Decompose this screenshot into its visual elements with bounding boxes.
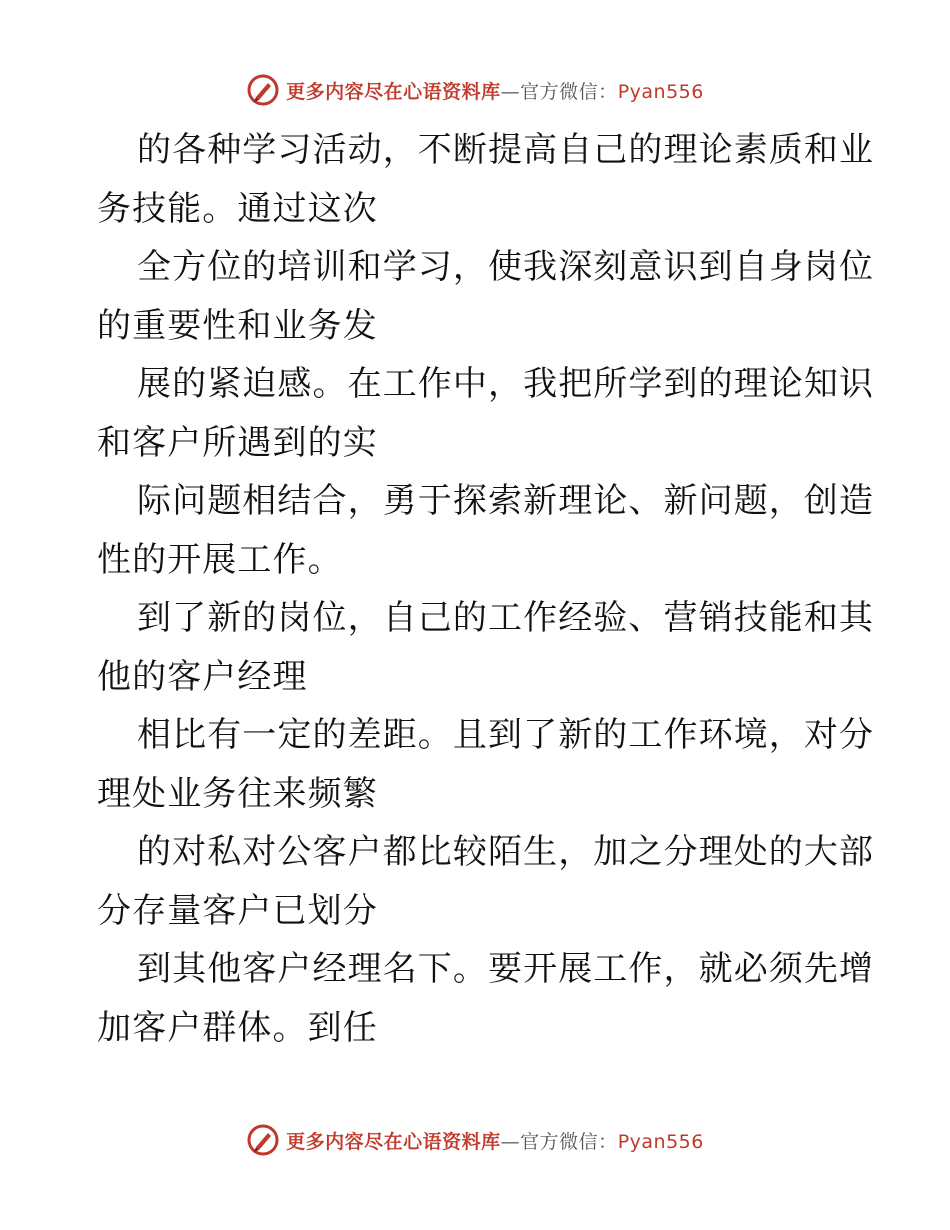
paragraph: [97, 589, 875, 706]
paragraph-line: 际问题相结合，勇于探索新理论、新问题，创造: [137, 481, 875, 521]
paragraph-line: 展的紧迫感。在工作中，我把所学到的理论知识: [137, 364, 875, 404]
watermark-dash: —: [500, 1130, 521, 1153]
paragraph-line: 理处业务往来频繁: [97, 773, 378, 814]
document-body: [97, 121, 875, 1057]
paragraph-line: 全方位的培训和学习，使我深刻意识到自身岗位: [137, 247, 875, 287]
paragraph: [97, 472, 875, 589]
paragraph: [97, 706, 875, 823]
watermark-text: [286, 1127, 704, 1154]
paragraph-line: 分存量客户已划分: [97, 890, 378, 931]
paragraph-line: 到其他客户经理名下。要开展工作，就必须先增: [137, 949, 875, 989]
watermark-site: 更多内容尽在心语资料库: [286, 1130, 501, 1153]
paragraph-line: 性的开展工作。: [97, 539, 343, 580]
watermark-dash: —: [500, 80, 521, 103]
pen-logo-icon: [246, 1123, 280, 1157]
paragraph-line: 相比有一定的差距。且到了新的工作环境，对分: [137, 715, 875, 755]
watermark-text: [286, 77, 704, 104]
watermark-label: 官方微信：: [520, 1130, 618, 1153]
paragraph: [97, 238, 875, 355]
pen-logo-icon: [246, 73, 280, 107]
paragraph-line: 务技能。通过这次: [97, 188, 378, 229]
footer-watermark: [0, 1120, 950, 1160]
paragraph: [97, 823, 875, 940]
paragraph: [97, 940, 875, 1057]
watermark-site: 更多内容尽在心语资料库: [286, 80, 501, 103]
paragraph-line: 到了新的岗位，自己的工作经验、营销技能和其: [137, 598, 875, 638]
watermark-account: Pyan556: [617, 1130, 704, 1153]
watermark-account: Pyan556: [617, 80, 704, 103]
paragraph: [97, 355, 875, 472]
paragraph-line: 的重要性和业务发: [97, 305, 378, 346]
paragraph-line: 的对私对公客户都比较陌生，加之分理处的大部: [137, 832, 875, 872]
watermark-label: 官方微信：: [520, 80, 618, 103]
paragraph-line: 的各种学习活动，不断提高自己的理论素质和业: [137, 130, 875, 170]
paragraph-line: 和客户所遇到的实: [97, 422, 378, 463]
paragraph: [97, 121, 875, 238]
header-watermark: [0, 70, 950, 110]
paragraph-line: 他的客户经理: [97, 656, 308, 697]
paragraph-line: 加客户群体。到任: [97, 1007, 378, 1048]
